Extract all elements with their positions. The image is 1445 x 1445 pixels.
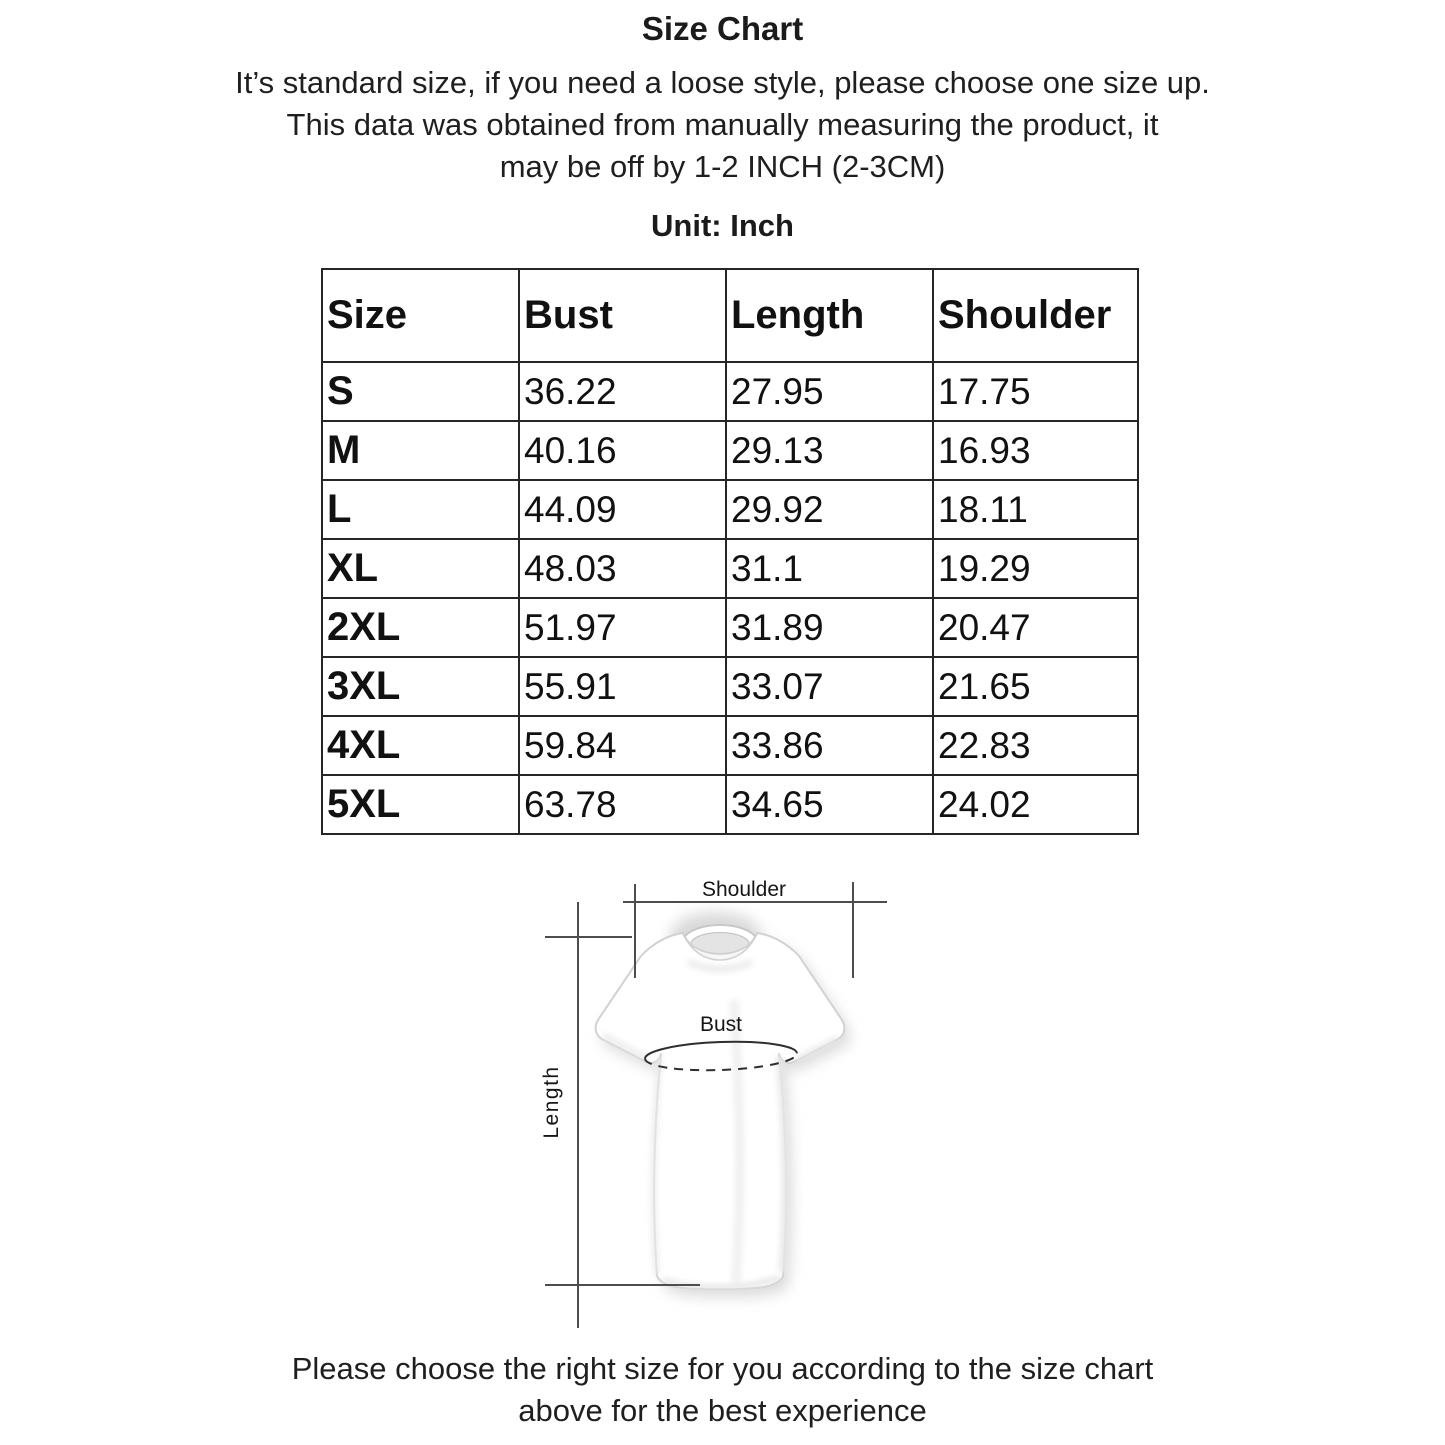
measurement-value: 24.02 (933, 775, 1138, 834)
measurement-value: 20.47 (933, 598, 1138, 657)
size-row-2xl (322, 598, 1138, 657)
page-title: Size Chart (641, 10, 804, 47)
measurement-value: 21.65 (933, 657, 1138, 716)
size-table-head (322, 269, 1138, 362)
size-row-s (322, 362, 1138, 421)
footer-line-1: Please choose the right size for you according to the size chart (291, 1351, 1154, 1386)
size-row-4xl (322, 716, 1138, 775)
measurement-value: 16.93 (933, 421, 1138, 480)
size-table-header-row (322, 269, 1138, 362)
tshirt-measurement-diagram (500, 860, 980, 1340)
size-row-5xl (322, 775, 1138, 834)
size-label: XL (322, 539, 519, 598)
size-note-line-2: This data was obtained from manually measuring the product, it (286, 107, 1159, 142)
footer-note (0, 1348, 1445, 1432)
measurement-value: 18.11 (933, 480, 1138, 539)
size-row-3xl (322, 657, 1138, 716)
size-label: M (322, 421, 519, 480)
bust-label: Bust (699, 1013, 743, 1036)
column-header-length: Length (726, 269, 933, 362)
measurement-value: 40.16 (519, 421, 726, 480)
measurement-value: 48.03 (519, 539, 726, 598)
measurement-value: 36.22 (519, 362, 726, 421)
measurement-value: 22.83 (933, 716, 1138, 775)
measurement-value: 63.78 (519, 775, 726, 834)
tshirt-body (596, 933, 845, 1289)
size-label: L (322, 480, 519, 539)
length-label: Length (540, 1065, 563, 1139)
size-label: 5XL (322, 775, 519, 834)
measurement-value: 33.86 (726, 716, 933, 775)
measurement-value: 33.07 (726, 657, 933, 716)
footer-line-2: above for the best experience (518, 1393, 927, 1428)
size-label: 3XL (322, 657, 519, 716)
size-note-line-1: It’s standard size, if you need a loose style, please choose one size up. (235, 65, 1210, 100)
measurement-value: 27.95 (726, 362, 933, 421)
size-label: S (322, 362, 519, 421)
column-header-size: Size (322, 269, 519, 362)
size-table-body (322, 362, 1138, 834)
measurement-value: 29.13 (726, 421, 933, 480)
measurement-value: 31.89 (726, 598, 933, 657)
measurement-value: 55.91 (519, 657, 726, 716)
column-header-bust: Bust (519, 269, 726, 362)
measurement-value: 31.1 (726, 539, 933, 598)
size-note-line-3: may be off by 1-2 INCH (2-3CM) (499, 149, 946, 184)
measurement-value: 19.29 (933, 539, 1138, 598)
tshirt-illustration (596, 925, 845, 1289)
measurement-value: 59.84 (519, 716, 726, 775)
size-row-l (322, 480, 1138, 539)
size-note (0, 62, 1445, 188)
size-table (321, 268, 1139, 835)
measurement-value: 17.75 (933, 362, 1138, 421)
measurement-value: 44.09 (519, 480, 726, 539)
size-row-m (322, 421, 1138, 480)
unit-label: Unit: Inch (651, 208, 794, 243)
size-row-xl (322, 539, 1138, 598)
size-label: 2XL (322, 598, 519, 657)
shoulder-label: Shoulder (701, 878, 787, 901)
measurement-value: 34.65 (726, 775, 933, 834)
size-label: 4XL (322, 716, 519, 775)
measurement-value: 51.97 (519, 598, 726, 657)
column-header-shoulder: Shoulder (933, 269, 1138, 362)
measurement-value: 29.92 (726, 480, 933, 539)
